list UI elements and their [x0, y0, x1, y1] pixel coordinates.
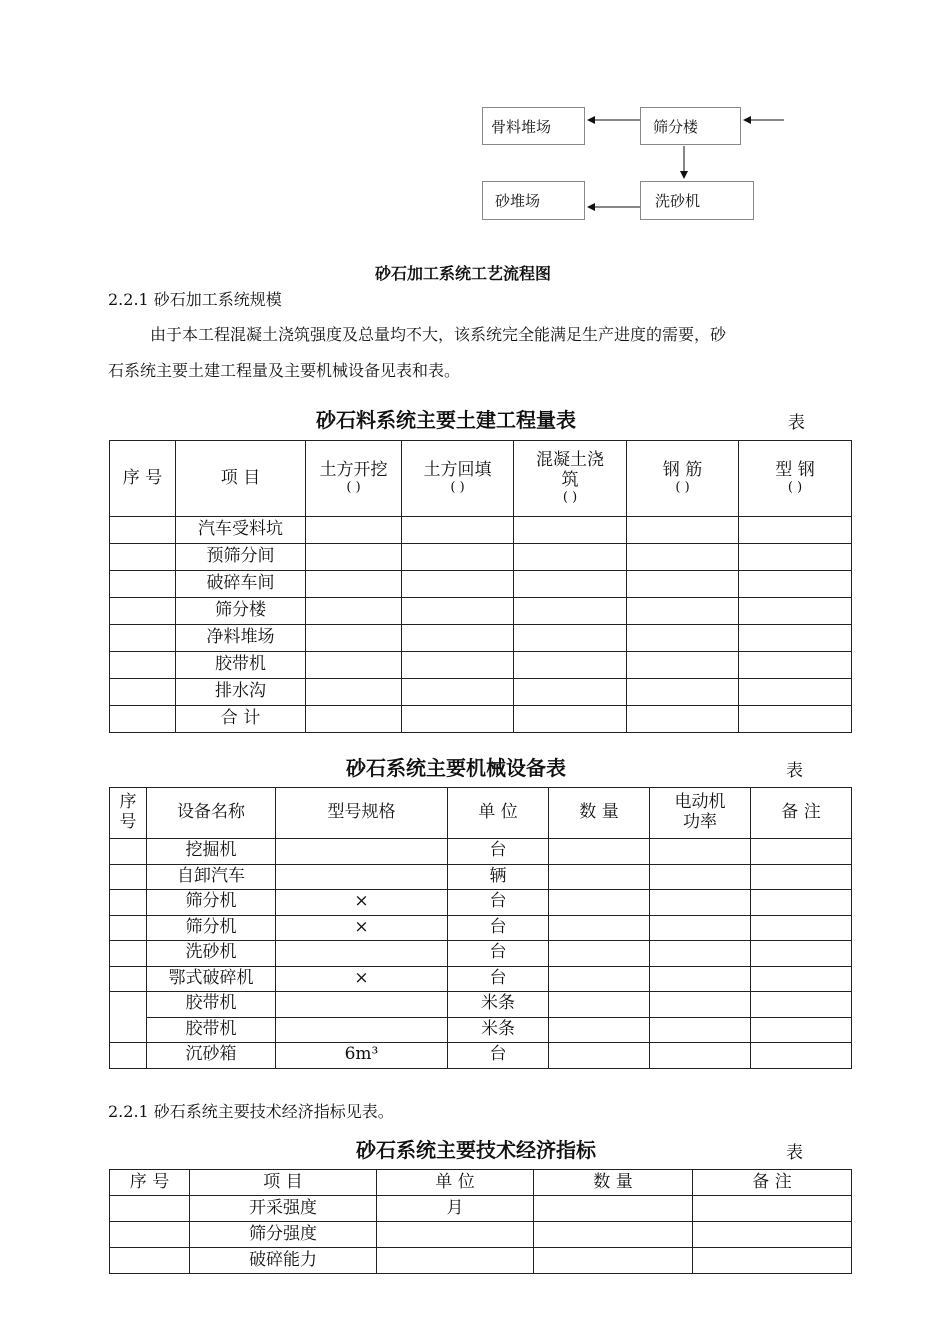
- unit-cell: 月: [377, 1196, 534, 1222]
- flow-arrows: [0, 0, 950, 240]
- header-text: 序: [119, 792, 137, 813]
- header-excavation: [306, 441, 402, 517]
- item-cell: 净料堆场: [176, 625, 306, 652]
- header-concrete: [514, 441, 627, 517]
- header-unit: ( ): [346, 479, 361, 495]
- table-row: [110, 598, 852, 625]
- header-text: 型 钢: [775, 460, 815, 481]
- table-row: [110, 1043, 852, 1069]
- table-row: [110, 992, 852, 1018]
- header-unit: ( ): [675, 479, 690, 495]
- table-row: [110, 1222, 852, 1248]
- unit-cell: 辆: [448, 864, 549, 890]
- section-heading-scale: 2.2.1 砂石加工系统规模: [108, 290, 282, 309]
- name-cell: 筛分机: [147, 915, 276, 941]
- model-cell: ×: [276, 966, 448, 992]
- model-cell: ×: [276, 915, 448, 941]
- table-row: [110, 625, 852, 652]
- flow-label: 筛分楼: [653, 117, 699, 136]
- equipment-table: [109, 787, 852, 1069]
- flow-label: 骨料堆场: [491, 117, 552, 136]
- item-cell: 胶带机: [176, 652, 306, 679]
- table-row: [110, 517, 852, 544]
- table-row: [110, 1196, 852, 1222]
- header-text: 号: [119, 812, 137, 832]
- header-unit: 单 位: [448, 788, 549, 839]
- table-header-row: [110, 1170, 852, 1196]
- name-cell: 胶带机: [147, 1017, 276, 1043]
- model-cell: ×: [276, 890, 448, 916]
- header-unit: 单 位: [377, 1170, 534, 1196]
- header-seq: [110, 788, 147, 839]
- header-text: 电动机: [674, 792, 726, 813]
- item-cell: 开采强度: [190, 1196, 377, 1222]
- header-unit: ( ): [450, 479, 465, 495]
- table-row: [110, 652, 852, 679]
- item-cell: 破碎能力: [190, 1248, 377, 1274]
- table1-label: 表: [788, 413, 805, 433]
- item-cell: 筛分楼: [176, 598, 306, 625]
- unit-cell: 台: [448, 890, 549, 916]
- table-row: [110, 544, 852, 571]
- item-cell: 预筛分间: [176, 544, 306, 571]
- item-cell: 合 计: [176, 706, 306, 733]
- table-row: [110, 706, 852, 733]
- table-row: [110, 966, 852, 992]
- table2-label: 表: [786, 761, 803, 781]
- table-row: [110, 864, 852, 890]
- header-text: 功率: [683, 812, 717, 832]
- unit-cell: 台: [448, 1043, 549, 1069]
- unit-cell: 台: [448, 915, 549, 941]
- header-power: [650, 788, 751, 839]
- model-cell: [276, 839, 448, 865]
- header-text: 土方回填: [423, 460, 492, 481]
- civil-works-table: [109, 440, 852, 733]
- flow-label: 洗砂机: [655, 192, 701, 210]
- name-cell: 胶带机: [147, 992, 276, 1018]
- model-cell: [276, 864, 448, 890]
- unit-cell: 台: [448, 966, 549, 992]
- unit-cell: 米条: [448, 1017, 549, 1043]
- model-cell: 6m³: [276, 1043, 448, 1069]
- header-text: 钢 筋: [662, 460, 703, 481]
- item-cell: 筛分强度: [190, 1222, 377, 1248]
- header-item: 项 目: [176, 441, 306, 517]
- paragraph-line-1: 由于本工程混凝土浇筑强度及总量均不大，该系统完全能满足生产进度的需要，砂: [150, 325, 727, 344]
- item-cell: 汽车受料坑: [176, 517, 306, 544]
- model-cell: [276, 941, 448, 967]
- section-heading-indicators: 2.2.1 砂石系统主要技术经济指标见表。: [108, 1102, 394, 1121]
- name-cell: 鄂式破碎机: [147, 966, 276, 992]
- header-item: 项 目: [190, 1170, 377, 1196]
- model-cell: [276, 992, 448, 1018]
- unit-cell: 台: [448, 839, 549, 865]
- header-text: 土方开挖: [319, 460, 388, 481]
- header-text: 混凝土浇: [536, 450, 604, 471]
- flow-label: 砂堆场: [495, 192, 541, 210]
- table-header-row: [110, 441, 852, 517]
- unit-cell: [377, 1222, 534, 1248]
- table-row: [110, 941, 852, 967]
- name-cell: 沉砂箱: [147, 1043, 276, 1069]
- header-unit: ( ): [787, 479, 803, 495]
- header-seq: 序 号: [110, 441, 176, 517]
- header-qty: 数 量: [549, 788, 650, 839]
- header-backfill: [402, 441, 514, 517]
- unit-cell: [377, 1248, 534, 1274]
- table-row: [110, 1248, 852, 1274]
- paragraph-line-2: 石系统主要土建工程量及主要机械设备见表和表。: [108, 361, 461, 380]
- table-header-row: [110, 788, 852, 839]
- header-model: 型号规格: [276, 788, 448, 839]
- header-seq: 序 号: [110, 1170, 190, 1196]
- unit-cell: 米条: [448, 992, 549, 1018]
- header-unit: ( ): [562, 489, 578, 505]
- name-cell: 筛分机: [147, 890, 276, 916]
- table3-title: 砂石系统主要技术经济指标: [356, 1138, 596, 1162]
- header-qty: 数 量: [534, 1170, 693, 1196]
- table-row: [110, 915, 852, 941]
- name-cell: 自卸汽车: [147, 864, 276, 890]
- name-cell: 挖掘机: [147, 839, 276, 865]
- header-name: 设备名称: [147, 788, 276, 839]
- header-text: 筑: [561, 470, 579, 491]
- table2-title: 砂石系统主要机械设备表: [346, 756, 566, 780]
- item-cell: 排水沟: [176, 679, 306, 706]
- table-row: [110, 679, 852, 706]
- unit-cell: 台: [448, 941, 549, 967]
- flowchart-caption: 砂石加工系统工艺流程图: [375, 264, 552, 283]
- table-row: [110, 839, 852, 865]
- header-remark: 备 注: [751, 788, 852, 839]
- table-row: [110, 1017, 852, 1043]
- name-cell: 洗砂机: [147, 941, 276, 967]
- header-remark: 备 注: [693, 1170, 852, 1196]
- table-row: [110, 571, 852, 598]
- table-row: [110, 890, 852, 916]
- header-rebar: [627, 441, 739, 517]
- header-steel: [739, 441, 852, 517]
- item-cell: 破碎车间: [176, 571, 306, 598]
- model-cell: [276, 1017, 448, 1043]
- indicators-table: [109, 1169, 852, 1274]
- table1-title: 砂石料系统主要土建工程量表: [316, 408, 576, 432]
- table3-label: 表: [786, 1143, 803, 1163]
